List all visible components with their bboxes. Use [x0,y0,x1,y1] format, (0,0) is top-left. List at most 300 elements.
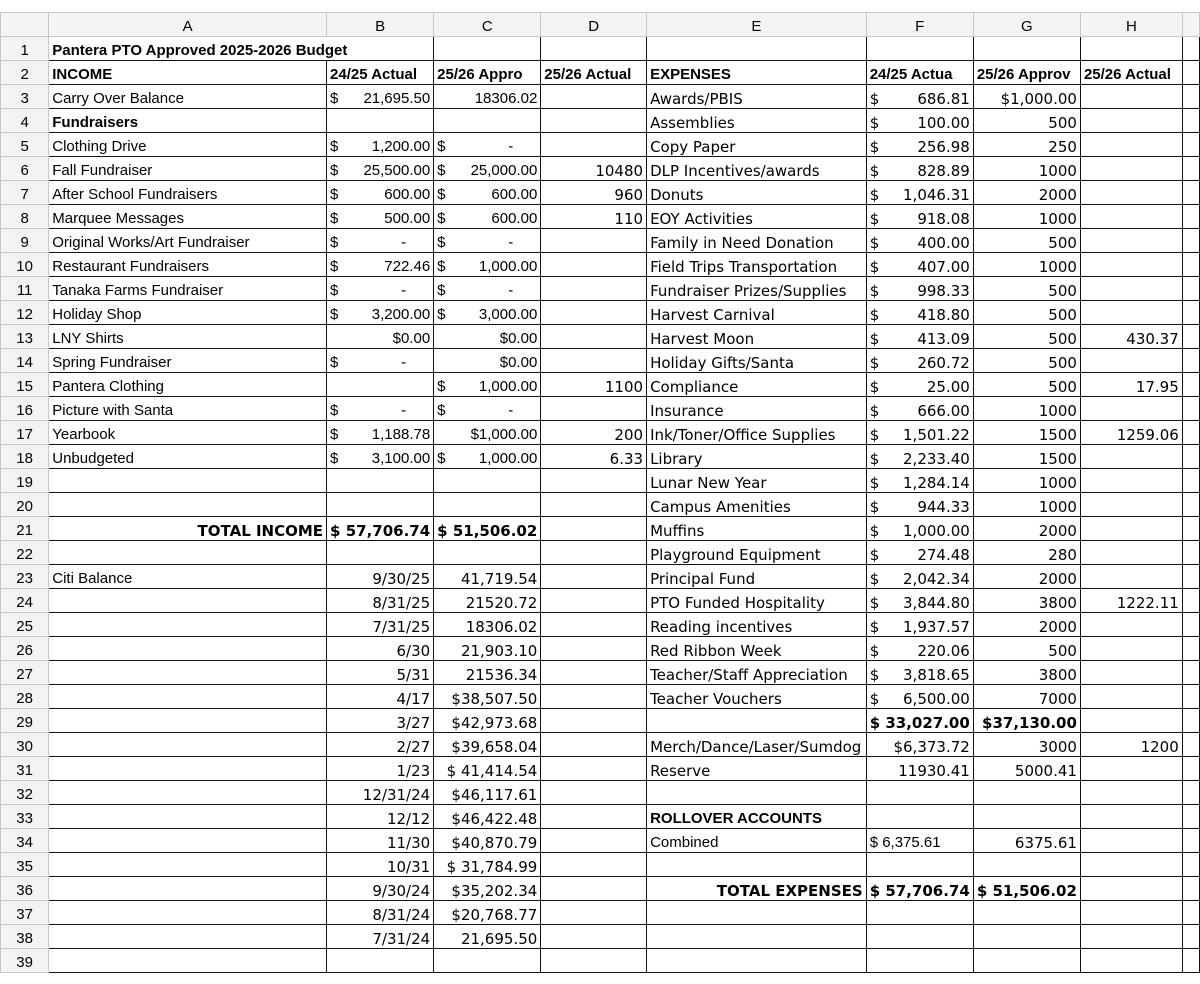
combined-g[interactable] [973,829,1080,853]
expenses-heading[interactable] [647,61,867,85]
expense-h-value[interactable] [1080,685,1182,709]
cell[interactable] [1182,517,1199,541]
reserve-label[interactable] [647,757,867,781]
income-b-value[interactable] [327,325,434,349]
income-b-value[interactable] [327,421,434,445]
income-d-value[interactable] [541,421,647,445]
expense-label[interactable] [647,133,867,157]
column-header-e[interactable]: E [647,13,867,37]
expense-h-value[interactable] [1080,373,1182,397]
citi-amount[interactable] [434,829,541,853]
expense-g-value[interactable] [973,109,1080,133]
cell[interactable] [327,949,434,973]
expense-g-value[interactable] [973,565,1080,589]
row-header[interactable]: 30 [1,733,49,757]
cell[interactable] [1182,229,1199,253]
cell[interactable] [1182,733,1199,757]
total-expenses-f[interactable] [866,877,973,901]
citi-date[interactable] [327,565,434,589]
cell[interactable] [1182,277,1199,301]
cell[interactable] [49,733,327,757]
cell[interactable] [1182,349,1199,373]
expense-f-value[interactable] [866,517,973,541]
cell[interactable] [1080,877,1182,901]
row-header[interactable]: 29 [1,709,49,733]
cell[interactable] [973,37,1080,61]
expense-f-value[interactable] [866,133,973,157]
cell[interactable] [1182,493,1199,517]
cell[interactable] [866,853,973,877]
column-header-h[interactable]: H [1080,13,1182,37]
cell[interactable] [1182,445,1199,469]
row-header[interactable]: 17 [1,421,49,445]
income-d-value[interactable] [541,325,647,349]
citi-amount[interactable] [434,925,541,949]
expense-label[interactable] [647,565,867,589]
cell[interactable] [1080,925,1182,949]
citi-amount[interactable] [434,661,541,685]
reserve-f[interactable] [866,757,973,781]
cell[interactable] [541,805,647,829]
citi-date[interactable] [327,901,434,925]
income-d-value[interactable] [541,205,647,229]
citi-date[interactable] [327,685,434,709]
cell[interactable] [541,661,647,685]
cell[interactable] [647,709,867,733]
income-b-value[interactable] [327,253,434,277]
cell[interactable] [434,37,541,61]
income-b-value[interactable] [327,157,434,181]
rollover-heading[interactable] [647,805,867,829]
expense-f-value[interactable] [866,397,973,421]
cell[interactable] [49,925,327,949]
expense-label[interactable] [647,445,867,469]
income-d-value[interactable] [541,301,647,325]
citi-amount[interactable] [434,613,541,637]
cell[interactable] [1080,37,1182,61]
total-expenses-g[interactable] [973,877,1080,901]
cell[interactable] [1182,685,1199,709]
citi-amount[interactable] [434,901,541,925]
cell[interactable] [49,853,327,877]
expense-label[interactable] [647,205,867,229]
income-d-value[interactable] [541,157,647,181]
income-c-value[interactable] [434,421,541,445]
expense-label[interactable] [647,421,867,445]
citi-date[interactable] [327,853,434,877]
expense-f-value[interactable] [866,205,973,229]
expense-h-value[interactable] [1080,253,1182,277]
expense-f-value[interactable] [866,493,973,517]
cell[interactable] [1182,325,1199,349]
income-b-value[interactable] [327,349,434,373]
expense-h-value[interactable] [1080,157,1182,181]
total-income-b[interactable] [327,517,434,541]
cell[interactable] [1182,877,1199,901]
citi-amount[interactable] [434,781,541,805]
expense-g-value[interactable] [973,349,1080,373]
income-c-value[interactable] [434,349,541,373]
row-header[interactable]: 16 [1,397,49,421]
cell[interactable] [49,493,327,517]
expense-g-value[interactable] [973,493,1080,517]
expense-col-header[interactable] [866,61,973,85]
income-b-value[interactable] [327,205,434,229]
column-header-a[interactable]: A [49,13,327,37]
cell[interactable] [1182,85,1199,109]
expense-f-value[interactable] [866,661,973,685]
cell[interactable] [49,757,327,781]
citi-amount[interactable] [434,757,541,781]
expense-f-value[interactable] [866,349,973,373]
cell[interactable] [647,853,867,877]
income-c-value[interactable] [434,373,541,397]
cell[interactable] [541,781,647,805]
income-d-value[interactable] [541,181,647,205]
cell[interactable] [866,901,973,925]
expense-g-value[interactable] [973,589,1080,613]
cell[interactable] [49,541,327,565]
income-b-value[interactable] [327,373,434,397]
expense-f-value[interactable] [866,589,973,613]
expense-h-value[interactable] [1080,517,1182,541]
income-d-value[interactable] [541,277,647,301]
expense-h-value[interactable] [1080,589,1182,613]
row-header[interactable]: 4 [1,109,49,133]
expense-g-value[interactable] [973,661,1080,685]
reserve-g[interactable] [973,757,1080,781]
cell[interactable] [1182,661,1199,685]
income-b-value[interactable] [327,397,434,421]
row-header[interactable]: 31 [1,757,49,781]
income-label[interactable] [49,325,327,349]
income-label[interactable] [49,373,327,397]
expense-f-value[interactable] [866,637,973,661]
cell[interactable] [1080,805,1182,829]
expense-label[interactable] [647,469,867,493]
cell[interactable] [49,901,327,925]
expense-h-value[interactable] [1080,661,1182,685]
expense-label[interactable] [647,637,867,661]
expense-h-value[interactable] [1080,421,1182,445]
expense-g-value[interactable] [973,325,1080,349]
citi-balance-label[interactable] [49,565,327,589]
income-col-header[interactable] [434,61,541,85]
citi-date[interactable] [327,877,434,901]
cell[interactable] [973,925,1080,949]
cell[interactable] [541,733,647,757]
income-b-value[interactable] [327,133,434,157]
cell[interactable] [49,805,327,829]
cell[interactable] [49,589,327,613]
merch-label[interactable] [647,733,867,757]
income-c-value[interactable] [434,85,541,109]
cell[interactable] [541,469,647,493]
cell[interactable] [973,853,1080,877]
cell[interactable] [541,829,647,853]
expense-f-value[interactable] [866,277,973,301]
total-income-label[interactable] [49,517,327,541]
combined-label[interactable] [647,829,867,853]
income-b-value[interactable] [327,445,434,469]
cell[interactable] [973,901,1080,925]
citi-amount[interactable] [434,565,541,589]
citi-date[interactable] [327,589,434,613]
income-b-value[interactable] [327,229,434,253]
cell[interactable] [1182,469,1199,493]
row-header[interactable]: 2 [1,61,49,85]
expense-g-value[interactable] [973,517,1080,541]
citi-date[interactable] [327,613,434,637]
expense-label[interactable] [647,229,867,253]
expense-label[interactable] [647,685,867,709]
income-label[interactable] [49,205,327,229]
cell[interactable] [49,685,327,709]
row-header[interactable]: 1 [1,37,49,61]
expense-f-value[interactable] [866,613,973,637]
combined-f[interactable] [866,829,973,853]
cell[interactable] [541,757,647,781]
income-d-value[interactable] [541,133,647,157]
income-c-value[interactable] [434,253,541,277]
expense-f-value[interactable] [866,445,973,469]
expense-label[interactable] [647,373,867,397]
expense-f-value[interactable] [866,565,973,589]
cell[interactable] [49,469,327,493]
expense-label[interactable] [647,181,867,205]
citi-date[interactable] [327,637,434,661]
cell[interactable] [1080,781,1182,805]
row-header[interactable]: 34 [1,829,49,853]
cell[interactable] [1182,925,1199,949]
income-label[interactable] [49,133,327,157]
expense-h-value[interactable] [1080,613,1182,637]
cell[interactable] [541,709,647,733]
cell[interactable] [647,781,867,805]
cell[interactable] [1182,613,1199,637]
income-d-value[interactable] [541,109,647,133]
row-header[interactable]: 24 [1,589,49,613]
cell[interactable] [49,709,327,733]
expense-g-value[interactable] [973,205,1080,229]
row-header[interactable]: 15 [1,373,49,397]
expense-f-value[interactable] [866,373,973,397]
cell[interactable] [973,805,1080,829]
cell[interactable] [647,925,867,949]
expense-g-value[interactable] [973,181,1080,205]
row-header[interactable]: 36 [1,877,49,901]
citi-amount[interactable] [434,805,541,829]
expense-label[interactable] [647,301,867,325]
sheet-title[interactable] [49,37,434,61]
row-header[interactable]: 8 [1,205,49,229]
row-header[interactable]: 13 [1,325,49,349]
expense-h-value[interactable] [1080,229,1182,253]
income-b-value[interactable] [327,109,434,133]
row-header[interactable]: 28 [1,685,49,709]
cell[interactable] [1182,109,1199,133]
expense-g-value[interactable] [973,613,1080,637]
income-d-value[interactable] [541,85,647,109]
column-header-d[interactable]: D [541,13,647,37]
cell[interactable] [1182,61,1199,85]
expense-f-value[interactable] [866,157,973,181]
cell[interactable] [434,469,541,493]
expense-f-value[interactable] [866,229,973,253]
row-header[interactable]: 39 [1,949,49,973]
cell[interactable] [1182,205,1199,229]
expense-g-value[interactable] [973,469,1080,493]
income-label[interactable] [49,229,327,253]
cell[interactable] [1182,829,1199,853]
cell[interactable] [1182,781,1199,805]
expense-g-value[interactable] [973,253,1080,277]
cell[interactable] [1182,133,1199,157]
expense-label[interactable] [647,397,867,421]
cell[interactable] [647,949,867,973]
expense-h-value[interactable] [1080,85,1182,109]
expense-g-value[interactable] [973,685,1080,709]
row-header[interactable]: 20 [1,493,49,517]
expense-g-value[interactable] [973,445,1080,469]
row-header[interactable]: 6 [1,157,49,181]
income-c-value[interactable] [434,157,541,181]
merch-f[interactable] [866,733,973,757]
select-all-corner[interactable] [1,13,49,37]
cell[interactable] [866,949,973,973]
income-c-value[interactable] [434,397,541,421]
expense-g-value[interactable] [973,157,1080,181]
expense-label[interactable] [647,493,867,517]
row-header[interactable]: 11 [1,277,49,301]
expense-label[interactable] [647,589,867,613]
expense-f-value[interactable] [866,469,973,493]
expense-h-value[interactable] [1080,301,1182,325]
expense-label[interactable] [647,517,867,541]
income-b-value[interactable] [327,85,434,109]
cell[interactable] [49,781,327,805]
income-c-value[interactable] [434,205,541,229]
expense-f-value[interactable] [866,301,973,325]
cell[interactable] [541,541,647,565]
income-d-value[interactable] [541,373,647,397]
row-header[interactable]: 19 [1,469,49,493]
expense-f-value[interactable] [866,85,973,109]
expense-label[interactable] [647,253,867,277]
income-label[interactable] [49,301,327,325]
income-c-value[interactable] [434,445,541,469]
income-c-value[interactable] [434,325,541,349]
cell[interactable] [1182,373,1199,397]
income-c-value[interactable] [434,181,541,205]
expense-label[interactable] [647,541,867,565]
expense-g-value[interactable] [973,229,1080,253]
expense-label[interactable] [647,85,867,109]
cell[interactable] [1080,829,1182,853]
row-header[interactable]: 18 [1,445,49,469]
expense-label[interactable] [647,613,867,637]
expense-col-header[interactable] [1080,61,1182,85]
citi-date[interactable] [327,781,434,805]
cell[interactable] [1080,949,1182,973]
expense-g-value[interactable] [973,373,1080,397]
cell[interactable] [49,661,327,685]
cell[interactable] [541,565,647,589]
expense-label[interactable] [647,661,867,685]
cell[interactable] [541,37,647,61]
expense-subtotal-f[interactable] [866,709,973,733]
row-header[interactable]: 5 [1,133,49,157]
cell[interactable] [1182,157,1199,181]
expense-f-value[interactable] [866,181,973,205]
cell[interactable] [866,37,973,61]
cell[interactable] [1182,901,1199,925]
income-label[interactable] [49,109,327,133]
cell[interactable] [1182,565,1199,589]
row-header[interactable]: 25 [1,613,49,637]
row-header[interactable]: 7 [1,181,49,205]
row-header[interactable]: 27 [1,661,49,685]
cell[interactable] [541,493,647,517]
citi-date[interactable] [327,709,434,733]
expense-h-value[interactable] [1080,637,1182,661]
income-c-value[interactable] [434,109,541,133]
cell[interactable] [1182,397,1199,421]
income-col-header[interactable] [327,61,434,85]
expense-g-value[interactable] [973,85,1080,109]
cell[interactable] [49,829,327,853]
income-label[interactable] [49,181,327,205]
cell[interactable] [1182,541,1199,565]
expense-label[interactable] [647,349,867,373]
expense-g-value[interactable] [973,133,1080,157]
row-header[interactable]: 14 [1,349,49,373]
citi-amount[interactable] [434,589,541,613]
cell[interactable] [434,949,541,973]
cell[interactable] [1182,757,1199,781]
cell[interactable] [1182,949,1199,973]
expense-g-value[interactable] [973,301,1080,325]
row-header[interactable]: 26 [1,637,49,661]
expense-h-value[interactable] [1080,493,1182,517]
expense-h-value[interactable] [1080,469,1182,493]
cell[interactable] [327,541,434,565]
citi-amount[interactable] [434,853,541,877]
expense-f-value[interactable] [866,685,973,709]
expense-h-value[interactable] [1080,133,1182,157]
income-c-value[interactable] [434,301,541,325]
cell[interactable] [1182,181,1199,205]
citi-date[interactable] [327,925,434,949]
column-header-g[interactable]: G [973,13,1080,37]
row-header[interactable]: 32 [1,781,49,805]
cell[interactable] [1080,709,1182,733]
row-header[interactable]: 23 [1,565,49,589]
income-label[interactable] [49,397,327,421]
income-d-value[interactable] [541,229,647,253]
citi-date[interactable] [327,733,434,757]
income-label[interactable] [49,277,327,301]
cell[interactable] [1182,637,1199,661]
income-label[interactable] [49,349,327,373]
column-header-b[interactable]: B [327,13,434,37]
expense-f-value[interactable] [866,325,973,349]
cell[interactable] [1182,301,1199,325]
expense-h-value[interactable] [1080,541,1182,565]
citi-amount[interactable] [434,709,541,733]
cell[interactable] [1080,757,1182,781]
income-c-value[interactable] [434,277,541,301]
